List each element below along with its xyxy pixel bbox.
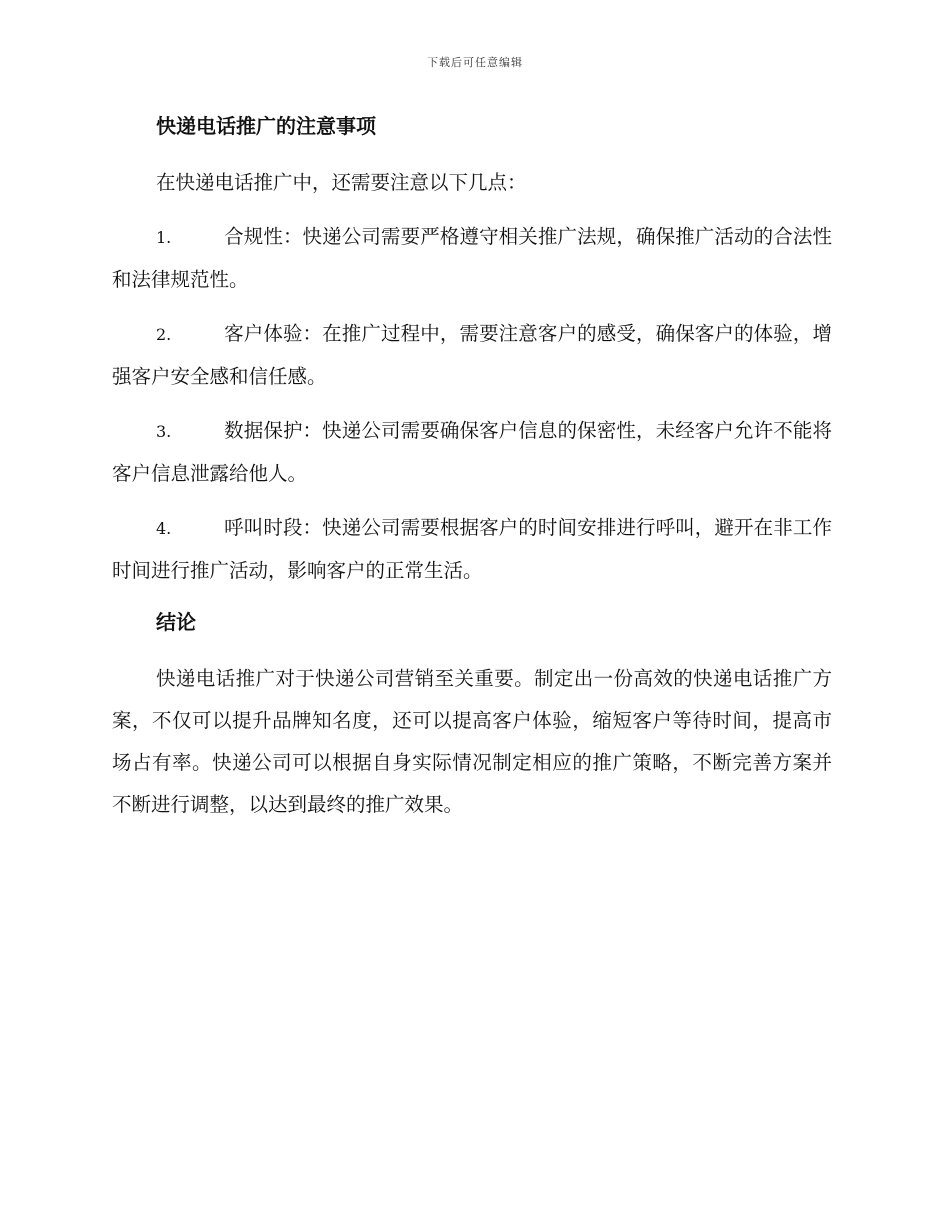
section-intro: 在快递电话推广中，还需要注意以下几点： [156,171,527,194]
list-item-text: 数据保护：快递公司需要确保客户信息的保密性，未经客户允许不能将客户信息泄露给他人。 [112,419,832,485]
section-title: 快递电话推广的注意事项 [156,114,376,138]
document-content [112,108,832,838]
list-item [112,313,832,398]
list-item-number: 4. [156,519,172,538]
list-item-text: 合规性：快递公司需要严格遵守相关推广法规，确保推广活动的合法性和法律规范性。 [112,225,832,291]
list-item [112,507,832,592]
list-item [112,216,832,301]
conclusion-title: 结论 [156,610,196,634]
list-item-text: 客户体验：在推广过程中，需要注意客户的感受，确保客户的体验，增强客户安全感和信任感。 [112,322,832,388]
list-item-number: 1. [156,228,172,247]
list-item-number: 2. [156,325,172,344]
conclusion-body: 快递电话推广对于快递公司营销至关重要。制定出一份高效的快递电话推广方案，不仅可以提升品牌知名度，还可以提高客户体验，缩短客户等待时间，提高市场占有率。快递公司可以根据自身实际情况制定相应的推广策略，不断完善方案并不断进行调整，以达到最终的推广效果。 [112,667,832,816]
list-item-text: 呼叫时段：快递公司需要根据客户的时间安排进行呼叫，避开在非工作时间进行推广活动，影响客户的正常生活。 [112,516,832,582]
header-note: 下载后可任意编辑 [427,56,523,69]
list-item [112,410,832,495]
list-item-number: 3. [156,422,172,441]
